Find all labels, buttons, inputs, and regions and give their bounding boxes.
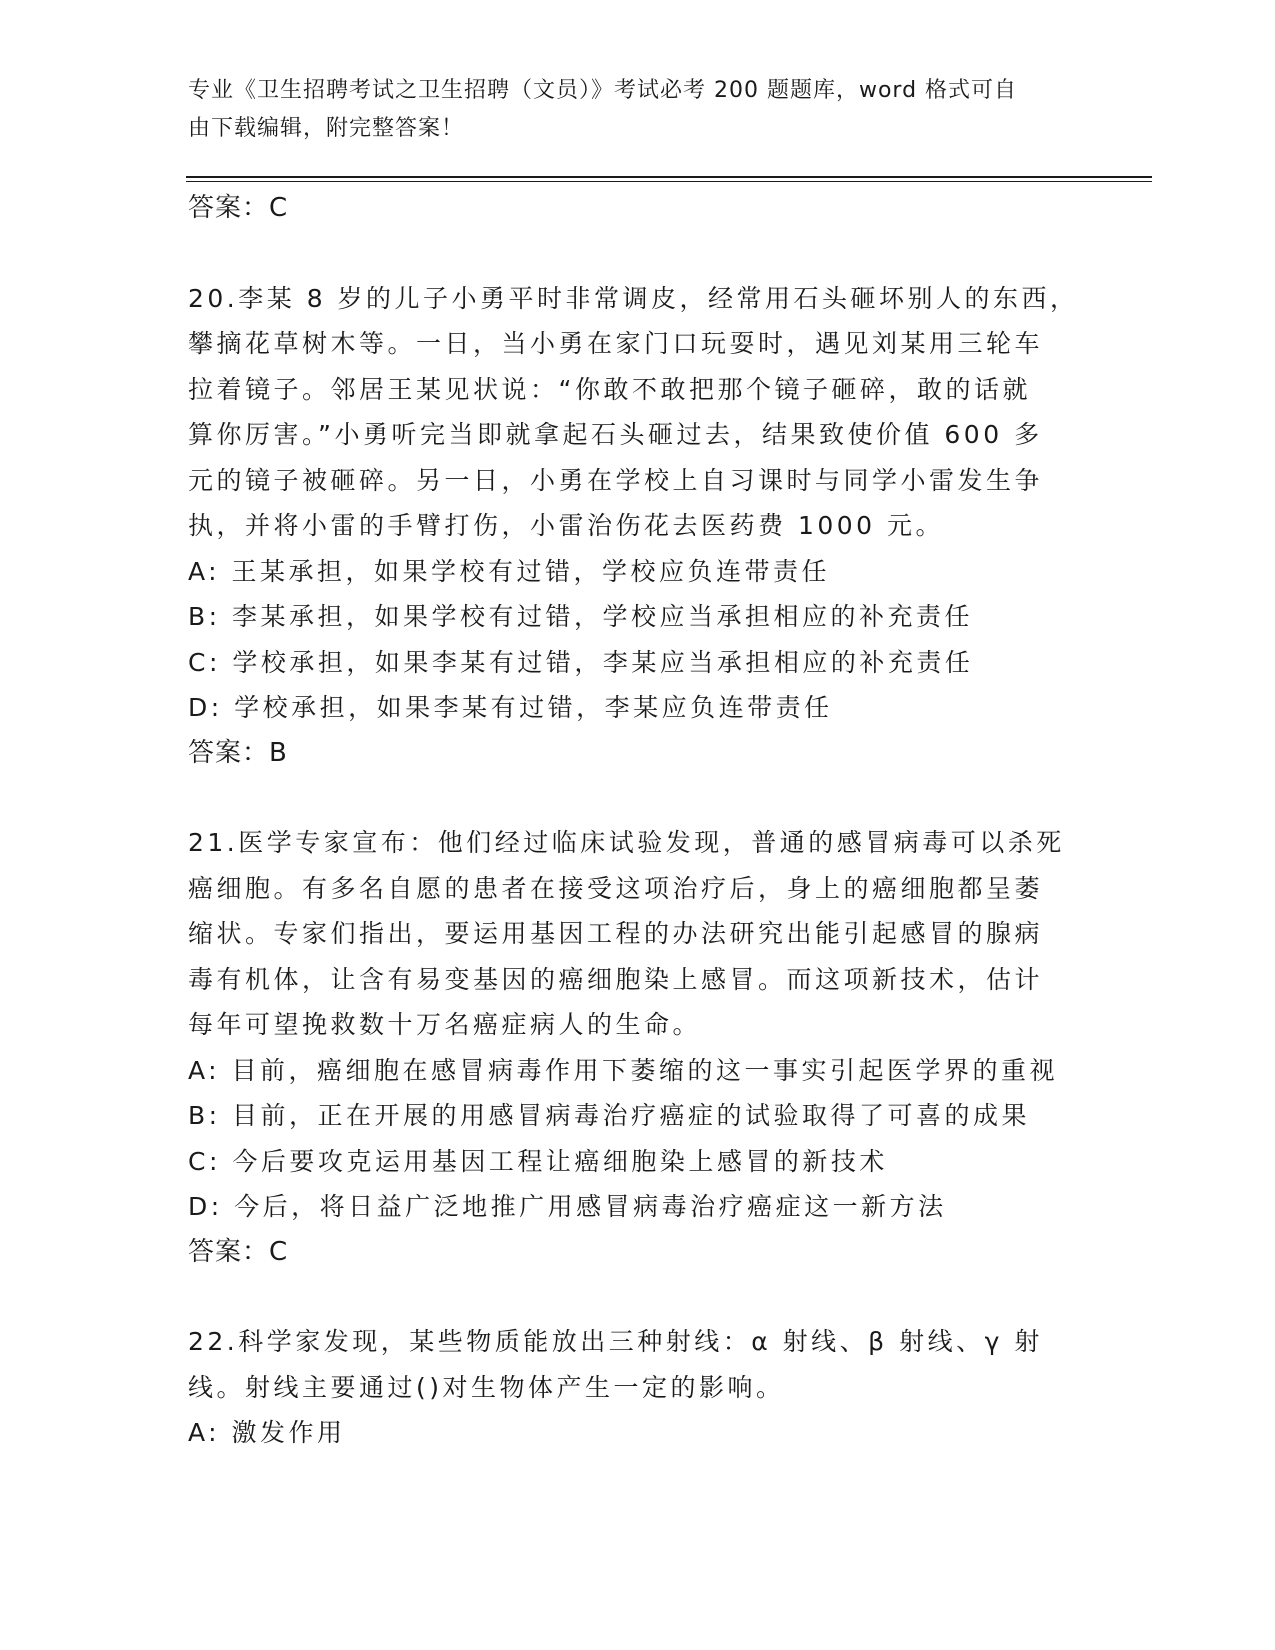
question-21-option-b: B: 目前，正在开展的用感冒病毒治疗癌症的试验取得了可喜的成果 — [188, 1101, 1031, 1130]
document-body — [188, 186, 1088, 1456]
question-21-line-3: 缩状。专家们指出，要运用基因工程的办法研究出能引起感冒的腺病 — [188, 919, 1044, 948]
question-20 — [188, 276, 1088, 777]
question-22-option-a: A: 激发作用 — [188, 1418, 346, 1447]
question-21-line-2: 癌细胞。有多名自愿的患者在接受这项治疗后，身上的癌细胞都呈萎 — [188, 873, 1044, 903]
question-21-option-a: A: 目前，癌细胞在感冒病毒作用下萎缩的这一事实引起医学界的重视 — [188, 1055, 1059, 1085]
answer-21: 答案：C — [188, 1236, 289, 1267]
question-20-option-d: D: 学校承担，如果李某有过错，李某应负连带责任 — [188, 693, 833, 722]
document-header — [188, 72, 1068, 148]
header-line-1: 专业《卫生招聘考试之卫生招聘（文员）》考试必考 200 题题库，word 格式可自 — [188, 78, 1018, 103]
question-21 — [188, 820, 1088, 1275]
question-20-line-3: 拉着镜子。邻居王某见状说：“你敢不敢把那个镜子砸碎，敢的话就 — [188, 374, 1031, 404]
answer-19: 答案：C — [188, 193, 289, 223]
question-20-line-2: 攀摘花草树木等。一日，当小勇在家门口玩耍时，遇见刘某用三轮车 — [188, 329, 1044, 358]
header-line-2: 由下载编辑，附完整答案！ — [188, 116, 465, 141]
question-21-line-1: 21.医学专家宣布：他们经过临床试验发现，普通的感冒病毒可以杀死 — [188, 828, 1065, 857]
header-rule-thick — [186, 176, 1152, 178]
answer-20: 答案：B — [188, 737, 288, 768]
question-21-line-5: 每年可望挽救数十万名癌症病人的生命。 — [188, 1010, 702, 1039]
question-22 — [188, 1319, 1088, 1456]
header-rule-thin — [186, 181, 1152, 182]
question-22-line-2: 线。射线主要通过()对生物体产生一定的影响。 — [188, 1372, 785, 1402]
question-20-line-1: 20.李某 8 岁的儿子小勇平时非常调皮，经常用石头砸坏别人的东西， — [188, 283, 1079, 313]
question-20-option-a: A: 王某承担，如果学校有过错，学校应负连带责任 — [188, 556, 831, 586]
question-20-option-b: B: 李某承担，如果学校有过错，学校应当承担相应的补充责任 — [188, 602, 974, 631]
question-21-line-4: 毒有机体，让含有易变基因的癌细胞染上感冒。而这项新技术，估计 — [188, 964, 1044, 994]
question-20-option-c: C: 学校承担，如果李某有过错，李某应当承担相应的补充责任 — [188, 647, 974, 677]
question-21-option-d: D: 今后，将日益广泛地推广用感冒病毒治疗癌症这一新方法 — [188, 1192, 947, 1221]
question-22-line-1: 22.科学家发现，某些物质能放出三种射线：α 射线、β 射线、γ 射 — [188, 1327, 1043, 1356]
question-20-line-4: 算你厉害。”小勇听完当即就拿起石头砸过去，结果致使价值 600 多 — [188, 420, 1043, 449]
question-20-line-6: 执，并将小雷的手臂打伤，小雷治伤花去医药费 1000 元。 — [188, 511, 945, 540]
question-20-line-5: 元的镜子被砸碎。另一日，小勇在学校上自习课时与同学小雷发生争 — [188, 465, 1044, 495]
question-21-option-c: C: 今后要攻克运用基因工程让癌细胞染上感冒的新技术 — [188, 1146, 888, 1176]
